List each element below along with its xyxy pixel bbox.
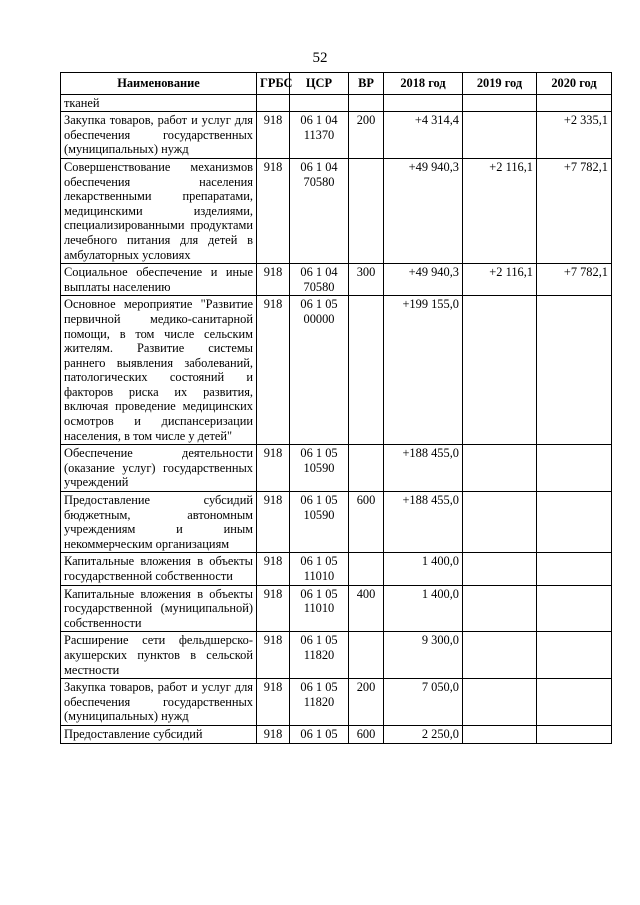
csr-code-part1: 06 1 05	[300, 446, 338, 461]
cell-csr	[290, 296, 349, 445]
cell-csr	[290, 492, 349, 553]
cell-2018: 1 400,0	[384, 553, 463, 585]
cell-csr	[290, 94, 349, 112]
csr-code-part1: 06 1 05	[300, 586, 338, 601]
table-row	[61, 585, 612, 632]
cell-name: Закупка товаров, работ и услуг для обеспечения государственных (муниципальных) нужд	[61, 112, 257, 159]
cell-2020	[537, 94, 612, 112]
cell-name: Закупка товаров, работ и услуг для обеспечения государственных (муниципальных) нужд	[61, 679, 257, 726]
cell-csr	[290, 553, 349, 585]
cell-grbs: 918	[257, 112, 290, 159]
cell-csr	[290, 679, 349, 726]
cell-vr: 600	[349, 492, 384, 553]
csr-code-part1: 06 1 05	[300, 297, 338, 312]
cell-vr: 600	[349, 725, 384, 743]
cell-2020	[537, 492, 612, 553]
budget-table	[60, 72, 612, 744]
csr-code-part2: 00000	[303, 311, 335, 326]
cell-grbs: 918	[257, 632, 290, 679]
cell-2018: 9 300,0	[384, 632, 463, 679]
cell-2018	[384, 94, 463, 112]
cell-name: тканей	[61, 94, 257, 112]
cell-name: Капитальные вложения в объекты государственной (муниципальной) собственности	[61, 585, 257, 632]
cell-name: Расширение сети фельдшерско-акушерских пунктов в сельской местности	[61, 632, 257, 679]
cell-csr	[290, 158, 349, 263]
cell-grbs: 918	[257, 553, 290, 585]
cell-grbs: 918	[257, 445, 290, 492]
cell-name: Совершенствование механизмов обеспечения населения лекарственными препаратами, медицинскими изделиями, специализированными продуктами лечебного питания для детей в амбулаторных условиях	[61, 158, 257, 263]
csr-code-part2: 11820	[303, 694, 335, 709]
table-row	[61, 296, 612, 445]
cell-2019	[463, 492, 537, 553]
cell-2019: +2 116,1	[463, 264, 537, 296]
cell-2018: 1 400,0	[384, 585, 463, 632]
cell-2019: +2 116,1	[463, 158, 537, 263]
csr-code-part1: 06 1 05	[300, 633, 338, 648]
csr-code-part1: 06 1 05	[300, 726, 338, 741]
cell-2019	[463, 296, 537, 445]
table-row	[61, 492, 612, 553]
cell-grbs: 918	[257, 264, 290, 296]
table-row	[61, 94, 612, 112]
cell-2020	[537, 725, 612, 743]
csr-code-part1: 06 1 05	[300, 554, 338, 569]
cell-2020: +7 782,1	[537, 264, 612, 296]
cell-2020	[537, 296, 612, 445]
cell-2018: +188 455,0	[384, 492, 463, 553]
cell-2018: +188 455,0	[384, 445, 463, 492]
cell-vr: 400	[349, 585, 384, 632]
cell-2018: 7 050,0	[384, 679, 463, 726]
csr-code-part2: 11010	[303, 601, 335, 616]
cell-2019	[463, 553, 537, 585]
cell-2020	[537, 679, 612, 726]
cell-grbs: 918	[257, 679, 290, 726]
cell-vr	[349, 445, 384, 492]
csr-code-part2: 11820	[303, 647, 335, 662]
csr-code-part2: 10590	[303, 460, 335, 475]
cell-vr	[349, 94, 384, 112]
cell-2019	[463, 112, 537, 159]
cell-vr	[349, 553, 384, 585]
table-row	[61, 264, 612, 296]
cell-2018: +4 314,4	[384, 112, 463, 159]
cell-2018: +199 155,0	[384, 296, 463, 445]
cell-2020	[537, 632, 612, 679]
table-row	[61, 725, 612, 743]
cell-2020	[537, 553, 612, 585]
table-row	[61, 679, 612, 726]
cell-vr: 300	[349, 264, 384, 296]
table-header	[61, 73, 612, 95]
cell-2020	[537, 445, 612, 492]
csr-code-part2: 11370	[303, 127, 335, 142]
cell-2020: +7 782,1	[537, 158, 612, 263]
cell-csr	[290, 585, 349, 632]
header-csr: ЦСР	[290, 73, 349, 95]
cell-name: Обеспечение деятельности (оказание услуг) государственных учреждений	[61, 445, 257, 492]
cell-name: Предоставление субсидий бюджетным, автономным учреждениям и иным некоммерческим организациям	[61, 492, 257, 553]
cell-2019	[463, 445, 537, 492]
cell-vr: 200	[349, 679, 384, 726]
table-row	[61, 112, 612, 159]
csr-code-part1: 06 1 05	[300, 493, 338, 508]
cell-2020: +2 335,1	[537, 112, 612, 159]
cell-name: Капитальные вложения в объекты государственной собственности	[61, 553, 257, 585]
cell-grbs: 918	[257, 585, 290, 632]
page-number: 52	[312, 50, 328, 66]
csr-code-part1: 06 1 05	[300, 680, 338, 695]
cell-csr	[290, 112, 349, 159]
cell-grbs: 918	[257, 725, 290, 743]
cell-grbs	[257, 94, 290, 112]
csr-code-part2: 70580	[303, 279, 335, 294]
cell-2019	[463, 632, 537, 679]
header-grbs: ГРБС	[257, 73, 290, 95]
header-2020: 2020 год	[537, 73, 612, 95]
cell-csr	[290, 632, 349, 679]
cell-2018: +49 940,3	[384, 158, 463, 263]
table-row	[61, 445, 612, 492]
header-vr: ВР	[349, 73, 384, 95]
cell-2019	[463, 94, 537, 112]
csr-code-part2: 70580	[303, 174, 335, 189]
table-row	[61, 632, 612, 679]
cell-2019	[463, 679, 537, 726]
cell-grbs: 918	[257, 296, 290, 445]
cell-vr	[349, 632, 384, 679]
cell-grbs: 918	[257, 492, 290, 553]
table-body	[61, 94, 612, 743]
csr-code-part1: 06 1 04	[300, 265, 338, 280]
cell-grbs: 918	[257, 158, 290, 263]
header-2018: 2018 год	[384, 73, 463, 95]
cell-name: Основное мероприятие "Развитие первичной медико-санитарной помощи, в том числе сельским жителям. Развитие системы раннего выявления заболеваний, патологических состояний и факторов риска их развития, включая проведение медицинских осмотров и диспансеризации населения, в том числе у детей"	[61, 296, 257, 445]
cell-vr: 200	[349, 112, 384, 159]
header-2019: 2019 год	[463, 73, 537, 95]
cell-2019	[463, 585, 537, 632]
table-row	[61, 158, 612, 263]
cell-name: Предоставление субсидий	[61, 725, 257, 743]
csr-code-part1: 06 1 04	[300, 113, 338, 128]
header-row	[61, 73, 612, 95]
csr-code-part1: 06 1 04	[300, 159, 338, 174]
csr-code-part2: 10590	[303, 507, 335, 522]
cell-csr	[290, 264, 349, 296]
cell-2019	[463, 725, 537, 743]
csr-code-part2: 11010	[303, 569, 335, 583]
cell-csr	[290, 725, 349, 743]
cell-2018: +49 940,3	[384, 264, 463, 296]
cell-name: Социальное обеспечение и иные выплаты населению	[61, 264, 257, 296]
cell-2018: 2 250,0	[384, 725, 463, 743]
cell-vr	[349, 158, 384, 263]
cell-csr	[290, 445, 349, 492]
header-name: Наименование	[61, 73, 257, 95]
cell-2020	[537, 585, 612, 632]
table-row	[61, 553, 612, 585]
cell-vr	[349, 296, 384, 445]
